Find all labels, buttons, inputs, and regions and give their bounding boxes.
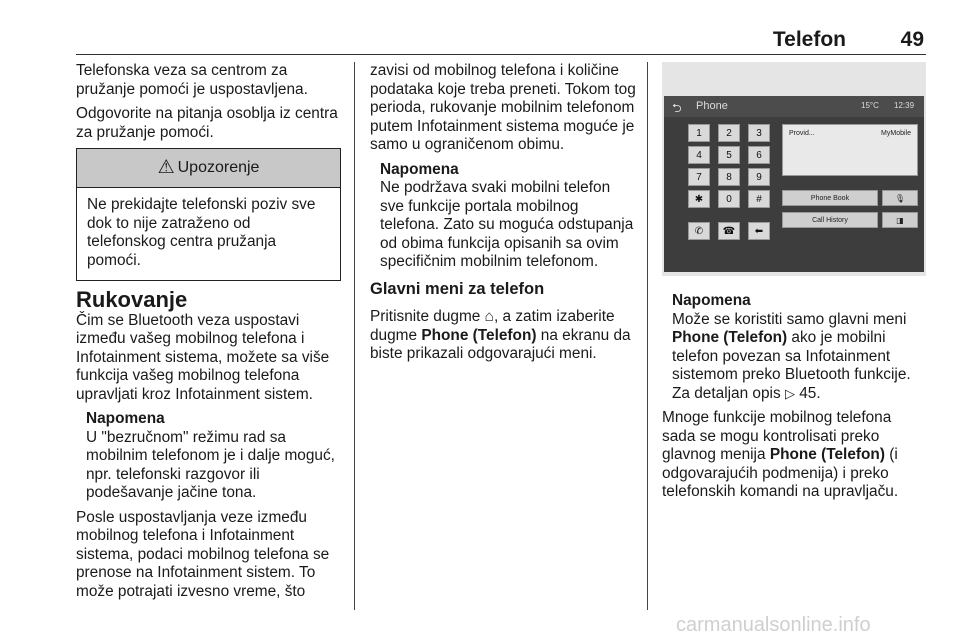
note-title: Napomena — [380, 160, 459, 178]
keypad-key: 3 — [748, 124, 770, 142]
paragraph: Odgovorite na pitanja osoblja iz centra za pružanje pomoći. — [76, 105, 338, 141]
warning-title: Upozorenje — [177, 158, 260, 176]
text-run: na ekranu da biste prikazali odgovarajući meni. — [370, 326, 631, 362]
watermark: carmanualsonline.info — [676, 614, 871, 636]
paragraph: Čim se Bluetooth veza uspostavi između vašeg mobilnog telefona i Infotainment sistema, možete sa više funkcija vašeg mobilnog telefona upravljati kroz Infotainment sistem. — [76, 311, 330, 403]
back-icon: ⮌ — [672, 101, 682, 115]
warning-box — [76, 148, 341, 281]
hangup-icon: ☎ — [718, 222, 740, 240]
paragraph — [662, 409, 926, 502]
keypad-key: 7 — [688, 168, 710, 186]
text-run: Može se koristiti samo glavni meni — [672, 310, 907, 328]
note-block — [672, 292, 926, 403]
section-heading: Rukovanje — [76, 287, 188, 312]
call-history-button: Call History — [782, 212, 878, 228]
text-run: , a zatim izaberite dugme — [370, 308, 615, 344]
header-rule — [76, 54, 926, 55]
ui-term: Phone (Telefon) — [672, 329, 788, 346]
paragraph: Posle uspostavljanja veze između mobilnog telefona i Infotainment sistema, podaci mobilnog telefona se prenose na Infotainment sistem. To može potrajati izvesno vreme, što — [76, 508, 330, 600]
column-1 — [76, 62, 341, 607]
paragraph: zavisi od mobilnog telefona i količine podataka koje treba preneti. Tokom tog perioda, rukovanje mobilnim telefonom putem Infotainment sistema moguće je samo u ograničenom obimu. — [370, 62, 636, 153]
keypad-key: 9 — [748, 168, 770, 186]
mute-mic-icon: 🎙 — [882, 190, 918, 206]
keypad-key: # — [748, 190, 770, 208]
chapter-title: Telefon — [772, 28, 846, 51]
status-bar — [664, 96, 924, 117]
page-header — [76, 28, 926, 52]
provider-name: Provid... — [789, 130, 815, 137]
clock: 12:39 — [894, 101, 915, 110]
infotainment-screen — [664, 96, 924, 272]
connection-info — [782, 124, 918, 176]
keypad-key: 5 — [718, 146, 740, 164]
paragraph — [370, 308, 638, 364]
phone-book-button: Phone Book — [782, 190, 878, 206]
note-title: Napomena — [86, 410, 165, 427]
column-3 — [662, 292, 926, 508]
text-run: ako je mobilni telefon povezan sa Infotainment sistemom preko Bluetooth funkcije. Za detaljan opis — [672, 329, 911, 402]
arrow-reference-icon: ▷ — [784, 385, 795, 401]
screen-title: Phone — [696, 100, 728, 112]
phone-menu-screenshot — [662, 62, 926, 276]
warning-text: Ne prekidajte telefonski poziv sve dok to nije zatraženo od telefonskog centra pružanja pomoći. — [87, 196, 316, 269]
note-text: Ne podržava svaki mobilni telefon sve funkcije portala mobilnog telefona. Zato su moguća odstupanja od obima funkcija opisanih sa ovim specifičnim mobilnim telefonom. — [380, 179, 634, 270]
temperature: 15°C — [861, 101, 879, 110]
note-text — [672, 311, 926, 404]
keypad-key: 8 — [718, 168, 740, 186]
note-text: U "bezručnom" režimu rad sa mobilnim telefonom je i dalje moguć, npr. telefonski razgovor ili podešavanje jačine tona. — [86, 428, 335, 501]
column-divider — [354, 62, 355, 610]
note-title: Napomena — [672, 292, 751, 309]
call-icon: ✆ — [688, 222, 710, 240]
keypad-key: 2 — [718, 124, 740, 142]
column-divider — [647, 62, 648, 610]
handsfree-icon: ◨ — [882, 212, 918, 228]
page-number: 49 — [900, 28, 924, 51]
note-block — [86, 410, 341, 503]
home-icon: ⌂ — [484, 308, 494, 325]
text-run: (i odgovarajućih podmenija) i preko telefonskih komandi na upravljaču. — [662, 446, 899, 500]
device-name: MyMobile — [881, 130, 911, 137]
page-reference: 45. — [799, 384, 821, 402]
ui-term: Phone (Telefon) — [421, 326, 537, 344]
keypad-key: 1 — [688, 124, 710, 142]
text-run: Pritisnite dugme — [370, 308, 485, 325]
keypad-key: 6 — [748, 146, 770, 164]
ui-term: Phone (Telefon) — [769, 446, 885, 463]
keypad-key: ✱ — [688, 190, 710, 208]
warning-triangle-icon: ⚠ — [157, 156, 175, 178]
keypad-key: 0 — [718, 190, 740, 208]
column-2 — [370, 62, 638, 370]
warning-header — [77, 149, 340, 188]
section-heading: Glavni meni za telefon — [370, 279, 545, 298]
keypad-key: 4 — [688, 146, 710, 164]
note-block — [380, 161, 638, 272]
text-run: Mnoge funkcije mobilnog telefona sada se mogu kontrolisati preko glavnog menija — [662, 409, 892, 463]
paragraph: Telefonska veza sa centrom za pružanje pomoći je uspostavljena. — [76, 62, 308, 98]
backspace-icon: ⬅ — [748, 222, 770, 240]
